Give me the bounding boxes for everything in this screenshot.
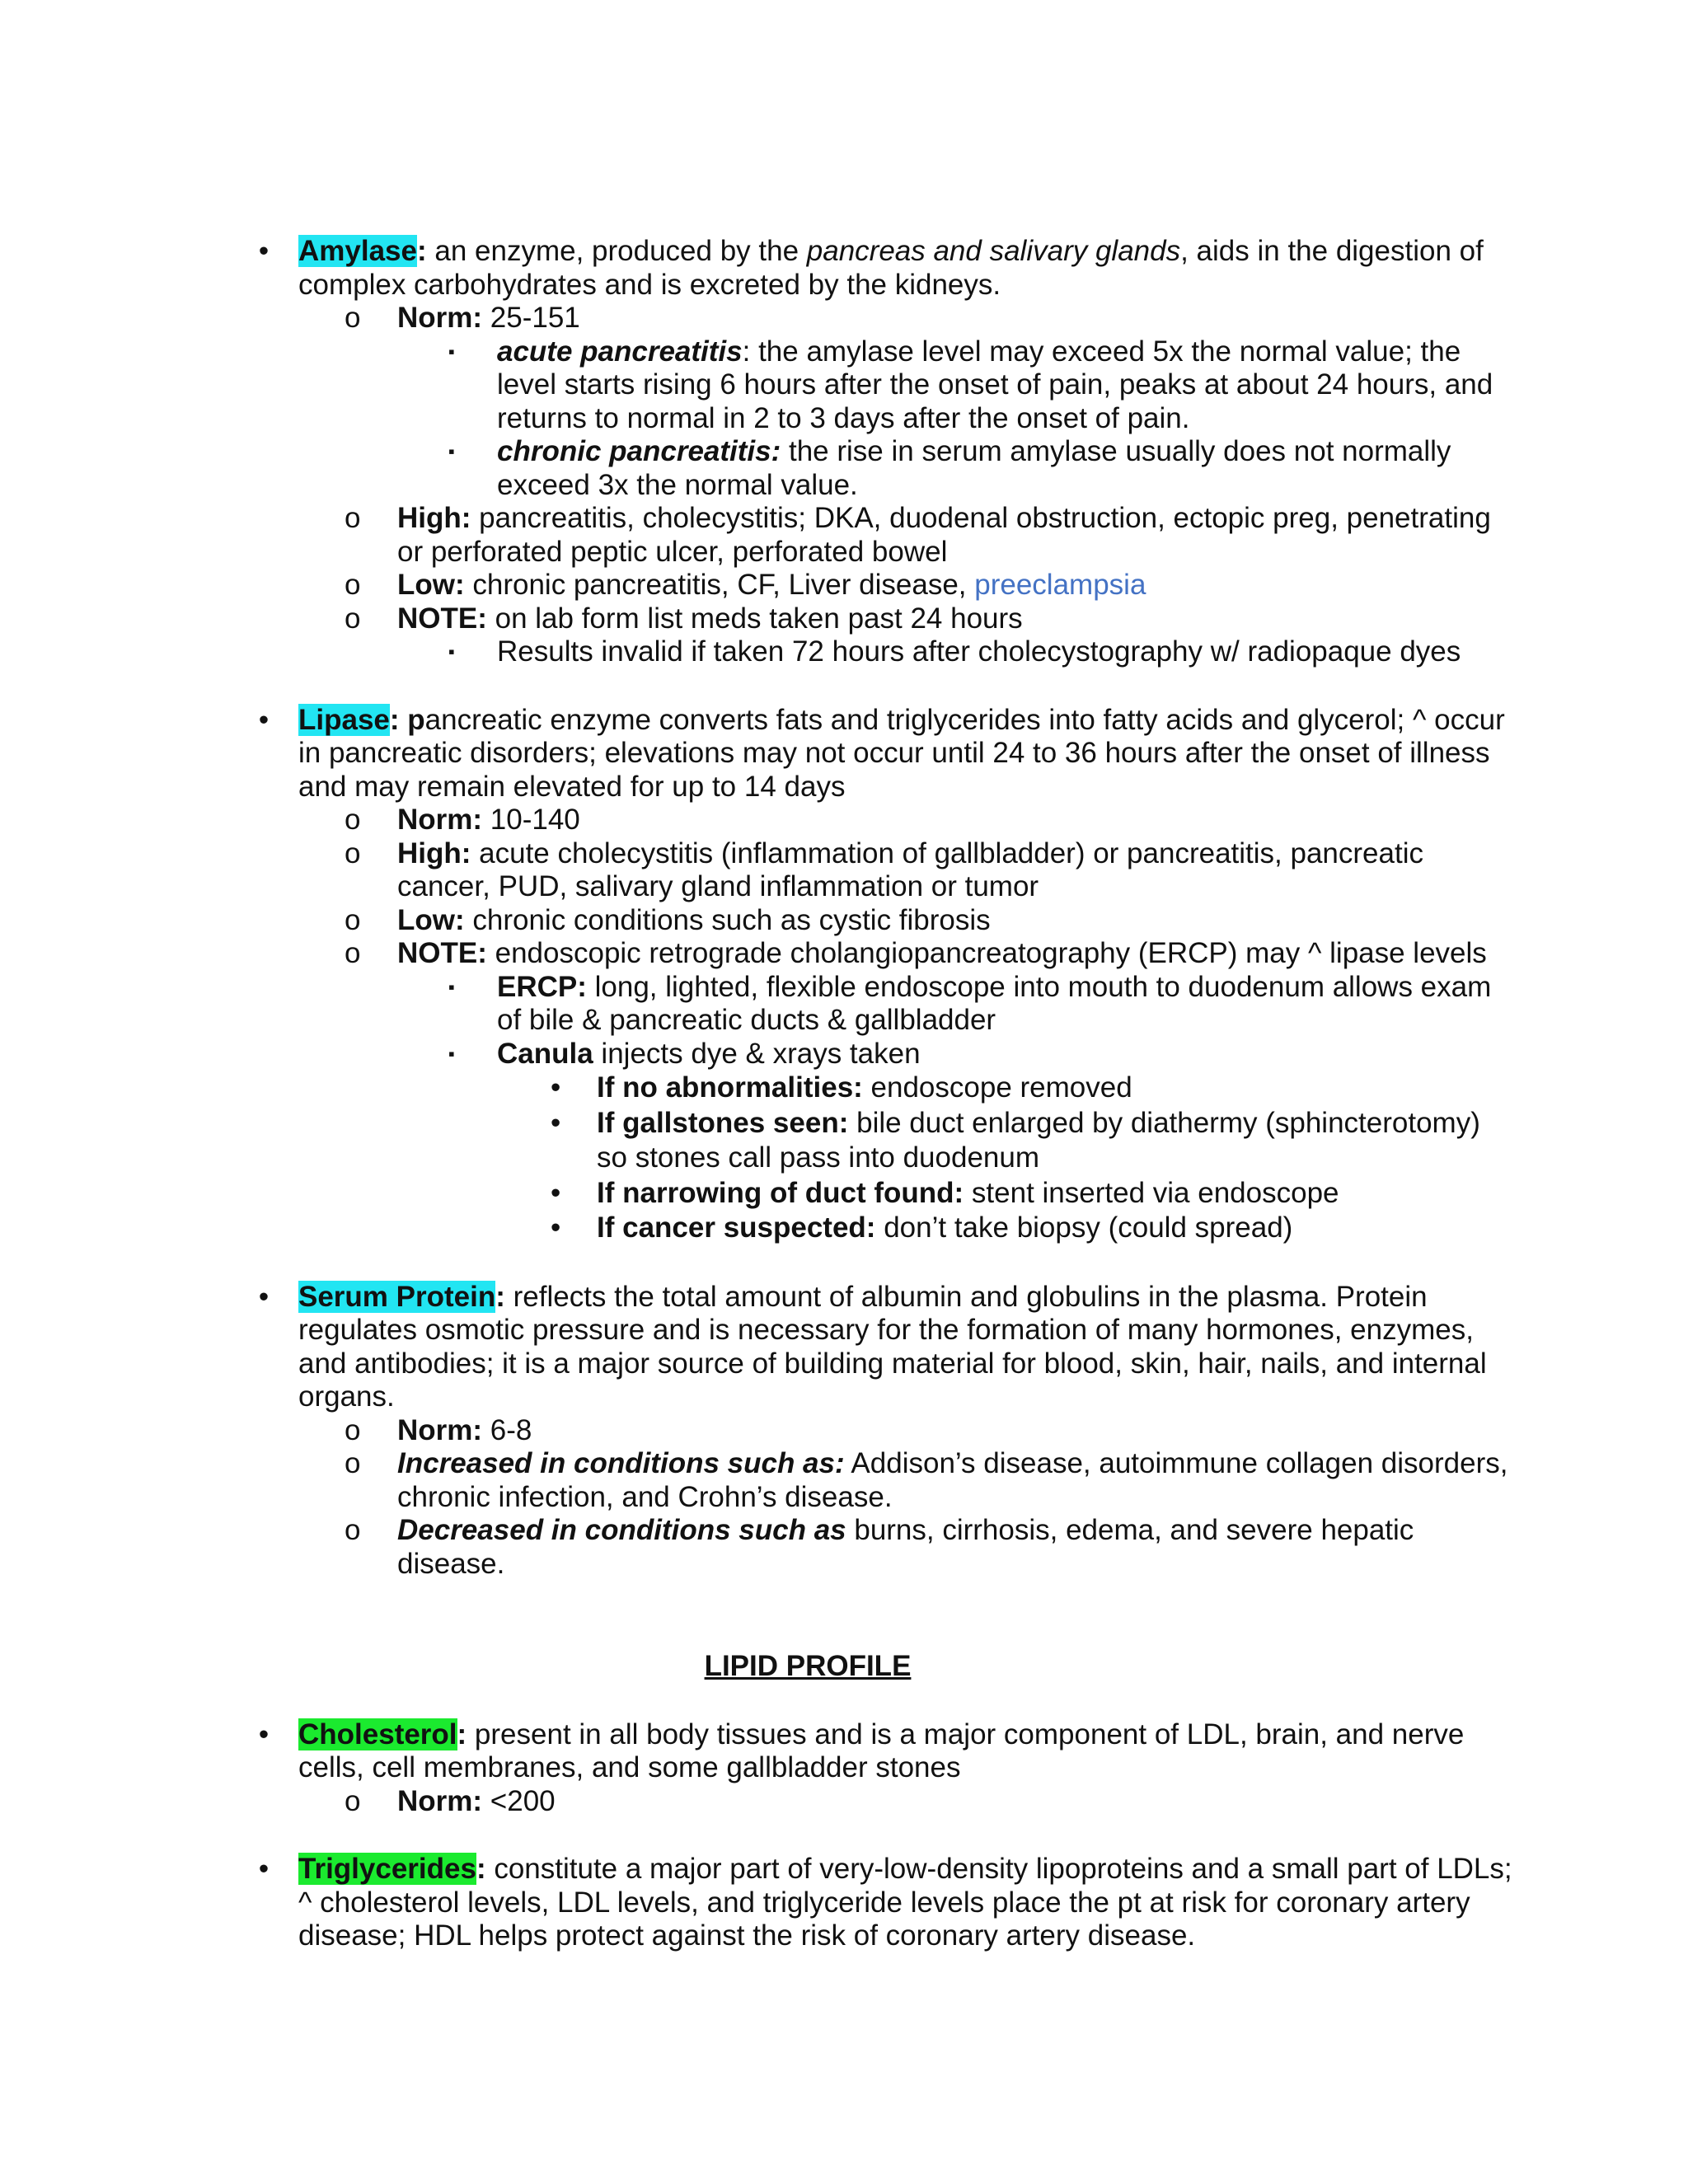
lipase-note-text: endoscopic retrograde cholangiopancreatography (ERCP) may ^ lipase levels bbox=[486, 937, 1487, 969]
triglycerides-desc: constitute a major part of very-low-density lipoproteins and a small part of LDLs; ^ cholesterol levels, LDL levels, and triglyceride levels place the pt at risk for coronary artery disease; HDL helps protect against the risk of coronary artery disease. bbox=[298, 1853, 1512, 1952]
circle-marker: o bbox=[345, 837, 361, 869]
serum-protein-desc: reflects the total amount of albumin and globulins in the plasma. Protein regulates osmotic pressure and is necessary for the formation of many hormones, enzymes, and antibodies; it is a major source of building material for blood, skin, hair, nails, and internal organs. bbox=[298, 1280, 1487, 1413]
lipase-note bbox=[247, 937, 1517, 971]
document-content bbox=[247, 235, 1517, 1953]
amylase-desc-italic: pancreas and salivary glands bbox=[806, 235, 1181, 267]
serum-protein-norm-label: Norm: bbox=[397, 1413, 483, 1446]
serum-protein-term: Serum Protein bbox=[298, 1280, 496, 1313]
serum-protein-norm-value: 6-8 bbox=[482, 1413, 532, 1446]
amylase-chronic bbox=[247, 435, 1517, 502]
bullet-marker: • bbox=[551, 1106, 561, 1139]
cholesterol-norm-value: <200 bbox=[482, 1784, 556, 1817]
lipase-canula-label: Canula bbox=[497, 1037, 593, 1070]
triglycerides-entry bbox=[247, 1853, 1517, 1953]
serum-protein-colon: : bbox=[495, 1280, 505, 1313]
square-marker: ▪ bbox=[448, 976, 455, 997]
triglycerides-colon: : bbox=[476, 1853, 486, 1885]
amylase-desc-b: , aids in the digestion of complex carbohydrates and is excreted by the kidneys. bbox=[298, 235, 1484, 301]
amylase-note-label: NOTE: bbox=[397, 602, 487, 635]
spacer bbox=[247, 1581, 1517, 1650]
lipase-sub-item bbox=[247, 1071, 1517, 1106]
bullet-marker: • bbox=[258, 703, 270, 736]
lipase-sub-text: don’t take biopsy (could spread) bbox=[875, 1212, 1293, 1244]
lipase-low bbox=[247, 904, 1517, 938]
amylase-colon: : bbox=[416, 235, 427, 267]
square-marker: ▪ bbox=[448, 1043, 455, 1064]
amylase-entry bbox=[247, 235, 1517, 302]
lipase-low-label: Low: bbox=[397, 903, 465, 936]
bullet-marker: • bbox=[258, 1280, 270, 1313]
lipase-norm-label: Norm: bbox=[397, 804, 483, 836]
lipase-sub-text: endoscope removed bbox=[862, 1071, 1132, 1104]
circle-marker: o bbox=[345, 937, 361, 969]
serum-protein-increased bbox=[247, 1447, 1517, 1514]
lipase-high bbox=[247, 837, 1517, 904]
lipase-canula bbox=[247, 1038, 1517, 1071]
amylase-low bbox=[247, 569, 1517, 602]
lipase-high-label: High: bbox=[397, 837, 471, 869]
triglycerides-term: Triglycerides bbox=[298, 1853, 476, 1885]
lipase-ercp-text: long, lighted, flexible endoscope into mouth to duodenum allows exam of bile & pancreatic ducts & gallbladder bbox=[497, 970, 1492, 1036]
bullet-marker: • bbox=[258, 1853, 270, 1885]
serum-protein-entry bbox=[247, 1281, 1517, 1414]
cholesterol-norm-label: Norm: bbox=[397, 1784, 483, 1817]
cholesterol-norm bbox=[247, 1785, 1517, 1819]
cholesterol-entry bbox=[247, 1718, 1517, 1785]
square-marker: ▪ bbox=[448, 340, 455, 362]
amylase-term: Amylase bbox=[298, 235, 417, 267]
cholesterol-desc: present in all body tissues and is a major component of LDL, brain, and nerve cells, cell membranes, and some gallbladder stones bbox=[298, 1718, 1465, 1783]
spacer bbox=[247, 669, 1517, 704]
preeclampsia-link[interactable]: preeclampsia bbox=[974, 569, 1146, 601]
lipase-high-text: acute cholecystitis (inflammation of gallbladder) or pancreatitis, pancreatic cancer, PUD, salivary gland inflammation or tumor bbox=[397, 837, 1423, 902]
serum-protein-dec-text: burns, cirrhosis, edema, and severe hepatic disease. bbox=[397, 1514, 1414, 1580]
lipase-sub-label: If gallstones seen: bbox=[597, 1106, 849, 1139]
amylase-high-label: High: bbox=[397, 502, 471, 534]
amylase-note-sub bbox=[247, 635, 1517, 669]
serum-protein-inc-label: Increased in conditions such as: bbox=[397, 1447, 845, 1479]
amylase-chronic-text: the rise in serum amylase usually does not normally exceed 3x the normal value. bbox=[497, 435, 1451, 501]
lipase-sub-text: bile duct enlarged by diathermy (sphincterotomy) so stones call pass into duodenum bbox=[597, 1106, 1480, 1174]
amylase-note-sub-text: Results invalid if taken 72 hours after cholecystography w/ radiopaque dyes bbox=[497, 635, 1461, 668]
lipase-colon: : p bbox=[389, 703, 425, 736]
circle-marker: o bbox=[345, 1514, 361, 1546]
lipase-sub-label: If no abnormalities: bbox=[597, 1071, 863, 1104]
amylase-acute bbox=[247, 335, 1517, 436]
circle-marker: o bbox=[345, 804, 361, 836]
amylase-note-text: on lab form list meds taken past 24 hours bbox=[486, 602, 1023, 635]
circle-marker: o bbox=[345, 903, 361, 936]
amylase-norm-value: 25-151 bbox=[482, 302, 580, 334]
amylase-desc-a: an enzyme, produced by the bbox=[426, 235, 807, 267]
bullet-marker: • bbox=[258, 1718, 270, 1750]
amylase-note bbox=[247, 602, 1517, 636]
square-marker: ▪ bbox=[448, 641, 455, 662]
circle-marker: o bbox=[345, 569, 361, 601]
lipase-low-text: chronic conditions such as cystic fibrosis bbox=[464, 903, 991, 936]
lipase-note-label: NOTE: bbox=[397, 937, 487, 969]
circle-marker: o bbox=[345, 1413, 361, 1446]
square-marker: ▪ bbox=[448, 441, 455, 462]
lipase-entry bbox=[247, 704, 1517, 804]
lipase-canula-text: injects dye & xrays taken bbox=[593, 1037, 921, 1070]
lipase-sub-item bbox=[247, 1176, 1517, 1212]
amylase-high-text: pancreatitis, cholecystitis; DKA, duodenal obstruction, ectopic preg, penetrating or perforated peptic ulcer, perforated bowel bbox=[397, 502, 1491, 568]
lipase-norm-value: 10-140 bbox=[482, 804, 580, 836]
lipase-sub-item bbox=[247, 1211, 1517, 1246]
bullet-marker: • bbox=[551, 1176, 561, 1209]
circle-marker: o bbox=[345, 302, 361, 334]
lipase-sub-text: stent inserted via endoscope bbox=[964, 1176, 1339, 1209]
lipase-desc: ancreatic enzyme converts fats and triglycerides into fatty acids and glycerol; ^ occur in pancreatic disorders; elevations may not occur until 24 to 36 hours after the onset of illness and may remain elevated for up to 14 days bbox=[298, 703, 1505, 803]
amylase-high bbox=[247, 502, 1517, 569]
lipase-sub-item bbox=[247, 1106, 1517, 1176]
circle-marker: o bbox=[345, 502, 361, 534]
amylase-acute-text: : the amylase level may exceed 5x the normal value; the level starts rising 6 hours after the onset of pain, peaks at about 24 hours, and returns to normal in 2 to 3 days after the onset of pain. bbox=[497, 335, 1493, 434]
bullet-marker: • bbox=[258, 235, 270, 267]
lipase-sub-label: If cancer suspected: bbox=[597, 1212, 876, 1244]
circle-marker: o bbox=[345, 1784, 361, 1817]
circle-marker: o bbox=[345, 1447, 361, 1479]
lipase-ercp-label: ERCP: bbox=[497, 970, 587, 1003]
spacer bbox=[247, 1684, 1517, 1718]
amylase-low-label: Low: bbox=[397, 569, 465, 601]
spacer bbox=[247, 1818, 1517, 1853]
lipase-norm bbox=[247, 804, 1517, 837]
circle-marker: o bbox=[345, 602, 361, 635]
serum-protein-inc-text: Addison’s disease, autoimmune collagen disorders, chronic infection, and Crohn’s disease. bbox=[397, 1447, 1508, 1513]
serum-protein-dec-label: Decreased in conditions such as bbox=[397, 1514, 846, 1546]
lipid-profile-heading: LIPID PROFILE bbox=[704, 1650, 912, 1682]
bullet-marker: • bbox=[551, 1212, 561, 1244]
amylase-acute-label: acute pancreatitis bbox=[497, 335, 743, 368]
amylase-norm-label: Norm: bbox=[397, 302, 483, 334]
bullet-marker: • bbox=[551, 1071, 561, 1104]
lipase-term: Lipase bbox=[298, 703, 390, 736]
amylase-chronic-label: chronic pancreatitis: bbox=[497, 435, 781, 467]
serum-protein-norm bbox=[247, 1414, 1517, 1448]
amylase-norm bbox=[247, 302, 1517, 335]
lipase-sub-label: If narrowing of duct found: bbox=[597, 1176, 964, 1209]
amylase-low-text: chronic pancreatitis, CF, Liver disease, bbox=[464, 569, 975, 601]
cholesterol-colon: : bbox=[457, 1718, 467, 1750]
cholesterol-term: Cholesterol bbox=[298, 1718, 457, 1750]
lipase-ercp bbox=[247, 971, 1517, 1038]
serum-protein-decreased bbox=[247, 1514, 1517, 1581]
spacer bbox=[247, 1246, 1517, 1281]
